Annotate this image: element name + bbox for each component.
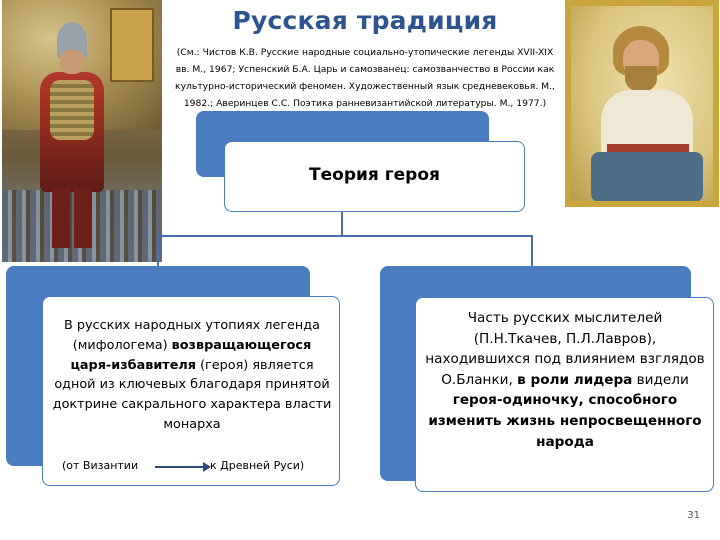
reference-line: культурно-исторический феномен. Художественный язык средневековья. М., — [175, 81, 555, 92]
left-node-text-bold: возвращающегося царя-избавителя — [70, 337, 312, 373]
right-node-text-bold: героя-одиночку, способного изменить жизнь непросвещенного народа — [428, 392, 702, 450]
reference-line: (См.: Чистов К.В. Русские народные социально-утопические легенды XVII-XIX — [176, 47, 554, 58]
left-node-text — [52, 316, 332, 435]
timeline-to: к Древней Руси) — [210, 459, 305, 472]
timeline-from: (от Византии — [62, 459, 139, 472]
warrior-painting — [2, 0, 162, 262]
timeline-arrow-icon — [155, 466, 207, 468]
right-node-text-part: Часть русских мыслителей (П.Н.Ткачев, П.Л.Лавров), находившихся под влиянием взглядов О.Бланки, — [425, 310, 705, 388]
connector-vertical-right — [531, 235, 533, 266]
reference-line: вв. М., 1967; Успенский Б.А. Царь и самозванец: самозванчество в России как — [175, 64, 555, 75]
left-node-timeline — [62, 459, 332, 475]
left-node-text-part: (героя) является одной из ключевых благодаря принятой доктрине сакрального характера власти монарха — [52, 357, 332, 432]
left-node-text-part: В русских народных утопиях легенда (мифологема) — [63, 318, 320, 353]
right-node-text — [425, 308, 705, 452]
connector-vertical-left — [157, 235, 159, 266]
right-node-text-part: видели — [636, 371, 689, 388]
right-node-text-bold: в роли лидера — [517, 371, 633, 388]
connector-horizontal — [157, 235, 533, 237]
reference-line: 1982.; Аверинцев С.С. Поэтика ранневизантийской литературы. М., 1977.) — [183, 98, 547, 109]
page-title: Русская традиция — [232, 6, 498, 35]
page-number: 31 — [687, 510, 700, 521]
connector-vertical-root — [341, 212, 343, 236]
references — [162, 44, 568, 112]
seated-hero-painting — [565, 0, 719, 207]
root-node-label: Теория героя — [309, 165, 440, 185]
